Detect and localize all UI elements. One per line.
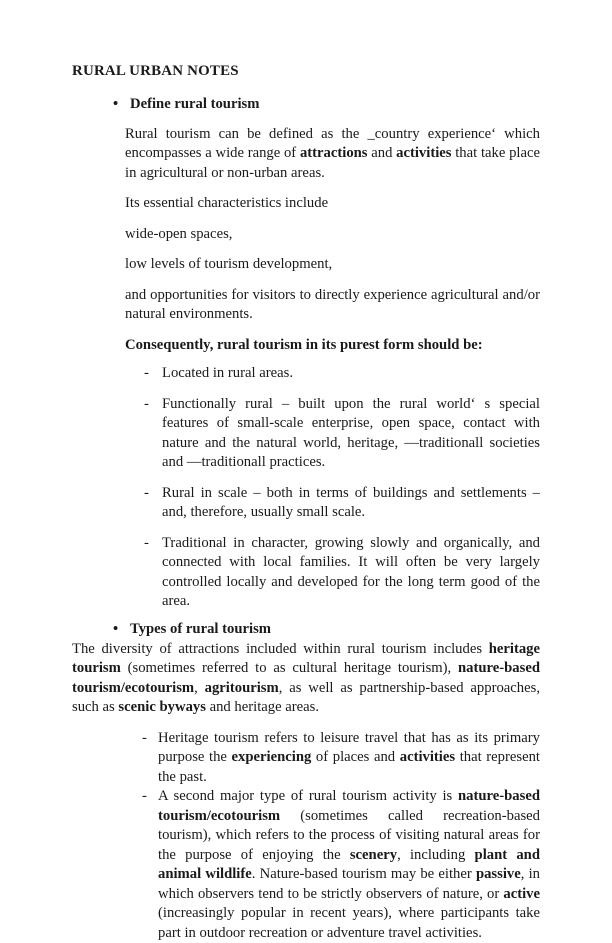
paragraph-characteristic-2: low levels of tourism development, — [125, 256, 333, 273]
page-title: RURAL URBAN NOTES — [72, 63, 239, 79]
list-item-text: Located in rural areas. — [162, 365, 294, 382]
bullet-dash-icon: - — [144, 534, 149, 551]
bullet-disc-icon: • — [113, 95, 119, 112]
diversity-bold-scenic-byways: scenic byways — [118, 699, 206, 716]
list-item-text — [158, 730, 540, 785]
nature-text-2: (sometimes called recreation-based tourism), which refers to the process of visiting natural areas for the purpose of enjoying the — [158, 807, 540, 863]
heritage-bold-experiencing: experiencing — [231, 749, 312, 766]
diversity-text-5: and heritage areas. — [205, 699, 320, 716]
diversity-bold-agritourism: agritourism — [204, 679, 279, 696]
heading-types-of-rural-tourism-label: Types of rural tourism — [130, 620, 271, 637]
definition-text-3: that take place in agricultural or non-urban areas. — [125, 145, 540, 181]
heritage-text-2: of places and — [311, 749, 400, 766]
heading-types-of-rural-tourism — [72, 620, 540, 639]
nature-bold-scenery: scenery — [349, 846, 398, 863]
paragraph-definition — [72, 125, 540, 184]
list-item — [142, 787, 540, 943]
diversity-bold-nature-based-tourism: nature-based tourism/ecotourism — [72, 660, 540, 696]
nature-bold-passive: passive — [475, 866, 521, 883]
paragraph-characteristic-1: wide-open spaces, — [125, 225, 233, 242]
list-item — [144, 484, 540, 523]
list-item — [144, 395, 540, 473]
list-item-text: Functionally rural – built upon the rural world‘ s special features of small-scale enterprise, open space, contact with nature and the natural world, heritage, —traditionall societies and —traditionall practices. — [162, 395, 540, 471]
heading-define-rural-tourism-label: Define rural tourism — [130, 95, 260, 112]
nature-text-6: (increasingly popular in recent years), where participants take part in outdoor recreation or adventure travel activities. — [158, 905, 540, 941]
diversity-bold-heritage-tourism: heritage tourism — [72, 640, 540, 677]
list-item-text: Traditional in character, growing slowly and organically, and connected with local families. It will often be very largely controlled locally and developed for the long term good of the area. — [162, 534, 540, 610]
bullet-dash-icon: - — [144, 484, 149, 501]
paragraph-diversity — [72, 640, 540, 718]
nature-text-3: , including — [397, 846, 475, 863]
nature-text-5: , in which observers tend to be strictly observers of nature, or — [158, 866, 540, 902]
list-item — [144, 534, 540, 612]
bullet-disc-icon: • — [113, 620, 119, 637]
bullet-dash-icon: - — [144, 395, 149, 412]
list-purest-form — [72, 364, 540, 612]
nature-text-4: . Nature-based tourism may be either — [251, 866, 476, 883]
nature-bold-plant-and-animal-wildlife: plant and animal wildlife — [158, 846, 540, 883]
bullet-dash-icon: - — [144, 365, 149, 382]
list-item-text — [158, 788, 540, 941]
nature-text-1: A second major type of rural tourism activity is — [158, 788, 459, 805]
paragraph-characteristic-3: and opportunities for visitors to directly experience agricultural and/or natural environments. — [125, 286, 540, 323]
nature-bold-active: active — [503, 885, 540, 902]
heritage-bold-activities: activities — [399, 749, 456, 766]
diversity-text-3: , — [194, 679, 205, 696]
nature-bold-nature-based-tourism: nature-based tourism/ecotourism — [158, 788, 540, 824]
list-item — [142, 729, 540, 788]
list-item-text: Rural in scale – both in terms of buildings and settlements – and, therefore, usually small scale. — [162, 484, 540, 521]
heritage-text-3: that represent the past. — [158, 749, 540, 785]
definition-text-1: Rural tourism can be defined as the _country experience‘ which encompasses a wide range of — [125, 125, 540, 162]
diversity-text-4: , as well as partnership-based approaches, such as — [72, 679, 541, 716]
heritage-text-1: Heritage tourism refers to leisure travel that has as its primary purpose the — [158, 729, 540, 766]
diversity-text-1: The diversity of attractions included within rural tourism includes — [72, 640, 489, 657]
bullet-dash-icon: - — [142, 788, 147, 805]
bullet-dash-icon: - — [142, 729, 147, 746]
list-item — [144, 364, 540, 384]
paragraph-characteristics-intro: Its essential characteristics include — [125, 195, 329, 212]
heading-define-rural-tourism — [72, 95, 540, 114]
definition-bold-activities: activities — [396, 145, 452, 162]
definition-text-2: and — [367, 145, 397, 162]
diversity-text-2: (sometimes referred to as cultural heritage tourism), — [120, 660, 459, 677]
heading-consequently: Consequently, rural tourism in its purest form should be: — [125, 336, 483, 353]
definition-bold-attractions: attractions — [299, 145, 368, 162]
list-types-of-rural-tourism — [72, 729, 540, 943]
